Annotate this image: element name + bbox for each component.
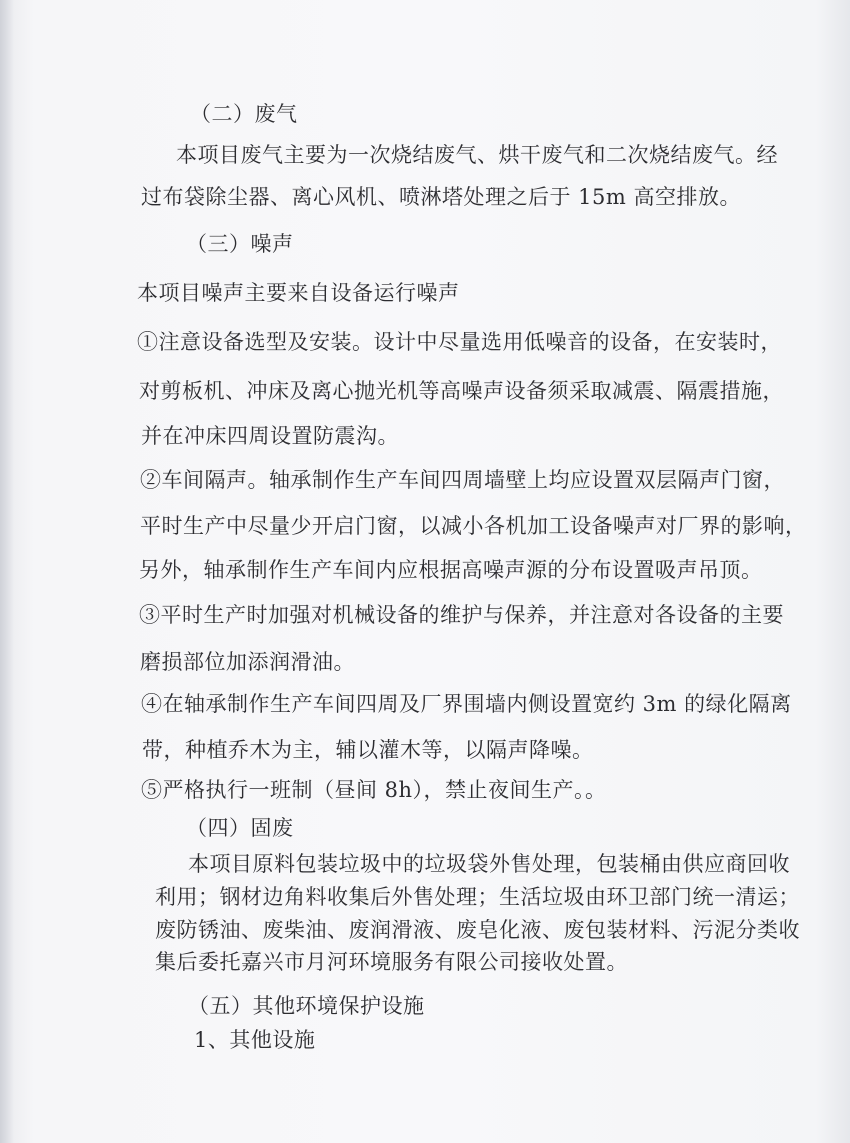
paragraph-line: 本项目废气主要为一次烧结废气、烘干废气和二次烧结废气。经 (176, 143, 778, 167)
paragraph-line: 并在冲床四周设置防震沟。 (141, 424, 399, 448)
paragraph-line: 平时生产中尽量少开启门窗，以减小各机加工设备噪声对厂界的影响， (140, 514, 807, 538)
paragraph-line: 另外，轴承制作生产车间内应根据高噪声源的分布设置吸声吊顶。 (139, 558, 763, 582)
heading-other-facilities: （五）其他环境保护设施 (188, 994, 425, 1018)
heading-waste-gas: （二）废气 (190, 102, 298, 126)
paragraph-line: 集后委托嘉兴市月河环境服务有限公司接收处置。 (155, 950, 628, 974)
paragraph-line: ①注意设备选型及安装。设计中尽量选用低噪音的设备，在安装时， (137, 330, 782, 354)
heading-solid-waste: （四）固废 (186, 816, 294, 840)
paragraph-line: 带，种植乔木为主，辅以灌木等，以隔声降噪。 (142, 738, 594, 762)
subheading-other-facilities: 1、其他设施 (194, 1028, 316, 1052)
paragraph-line: 对剪板机、冲床及离心抛光机等高噪声设备须采取减震、隔震措施， (139, 379, 784, 403)
paragraph-line: 本项目原料包装垃圾中的垃圾袋外售处理，包装桶由供应商回收 (188, 852, 790, 876)
paragraph-line: 废防锈油、废柴油、废润滑液、废皂化液、废包装材料、污泥分类收 (155, 918, 800, 942)
heading-noise: （三）噪声 (186, 232, 294, 256)
paragraph-line: 过布袋除尘器、离心风机、喷淋塔处理之后于 15m 高空排放。 (141, 185, 741, 209)
paragraph-line: ②车间隔声。轴承制作生产车间四周墙壁上均应设置双层隔声门窗， (140, 468, 785, 492)
paragraph-line: 磨损部位加添润滑油。 (140, 650, 355, 674)
paragraph-line: ③平时生产时加强对机械设备的维护与保养，并注意对各设备的主要 (139, 603, 784, 627)
paragraph-line: 利用；钢材边角料收集后外售处理；生活垃圾由环卫部门统一清运； (155, 885, 800, 909)
paragraph-line: ⑤严格执行一班制（昼间 8h），禁止夜间生产。。 (141, 778, 607, 802)
paragraph-line: 本项目噪声主要来自设备运行噪声 (137, 281, 460, 305)
paragraph-line: ④在轴承制作生产车间四周及厂界围墙内侧设置宽约 3m 的绿化隔离 (141, 692, 792, 716)
